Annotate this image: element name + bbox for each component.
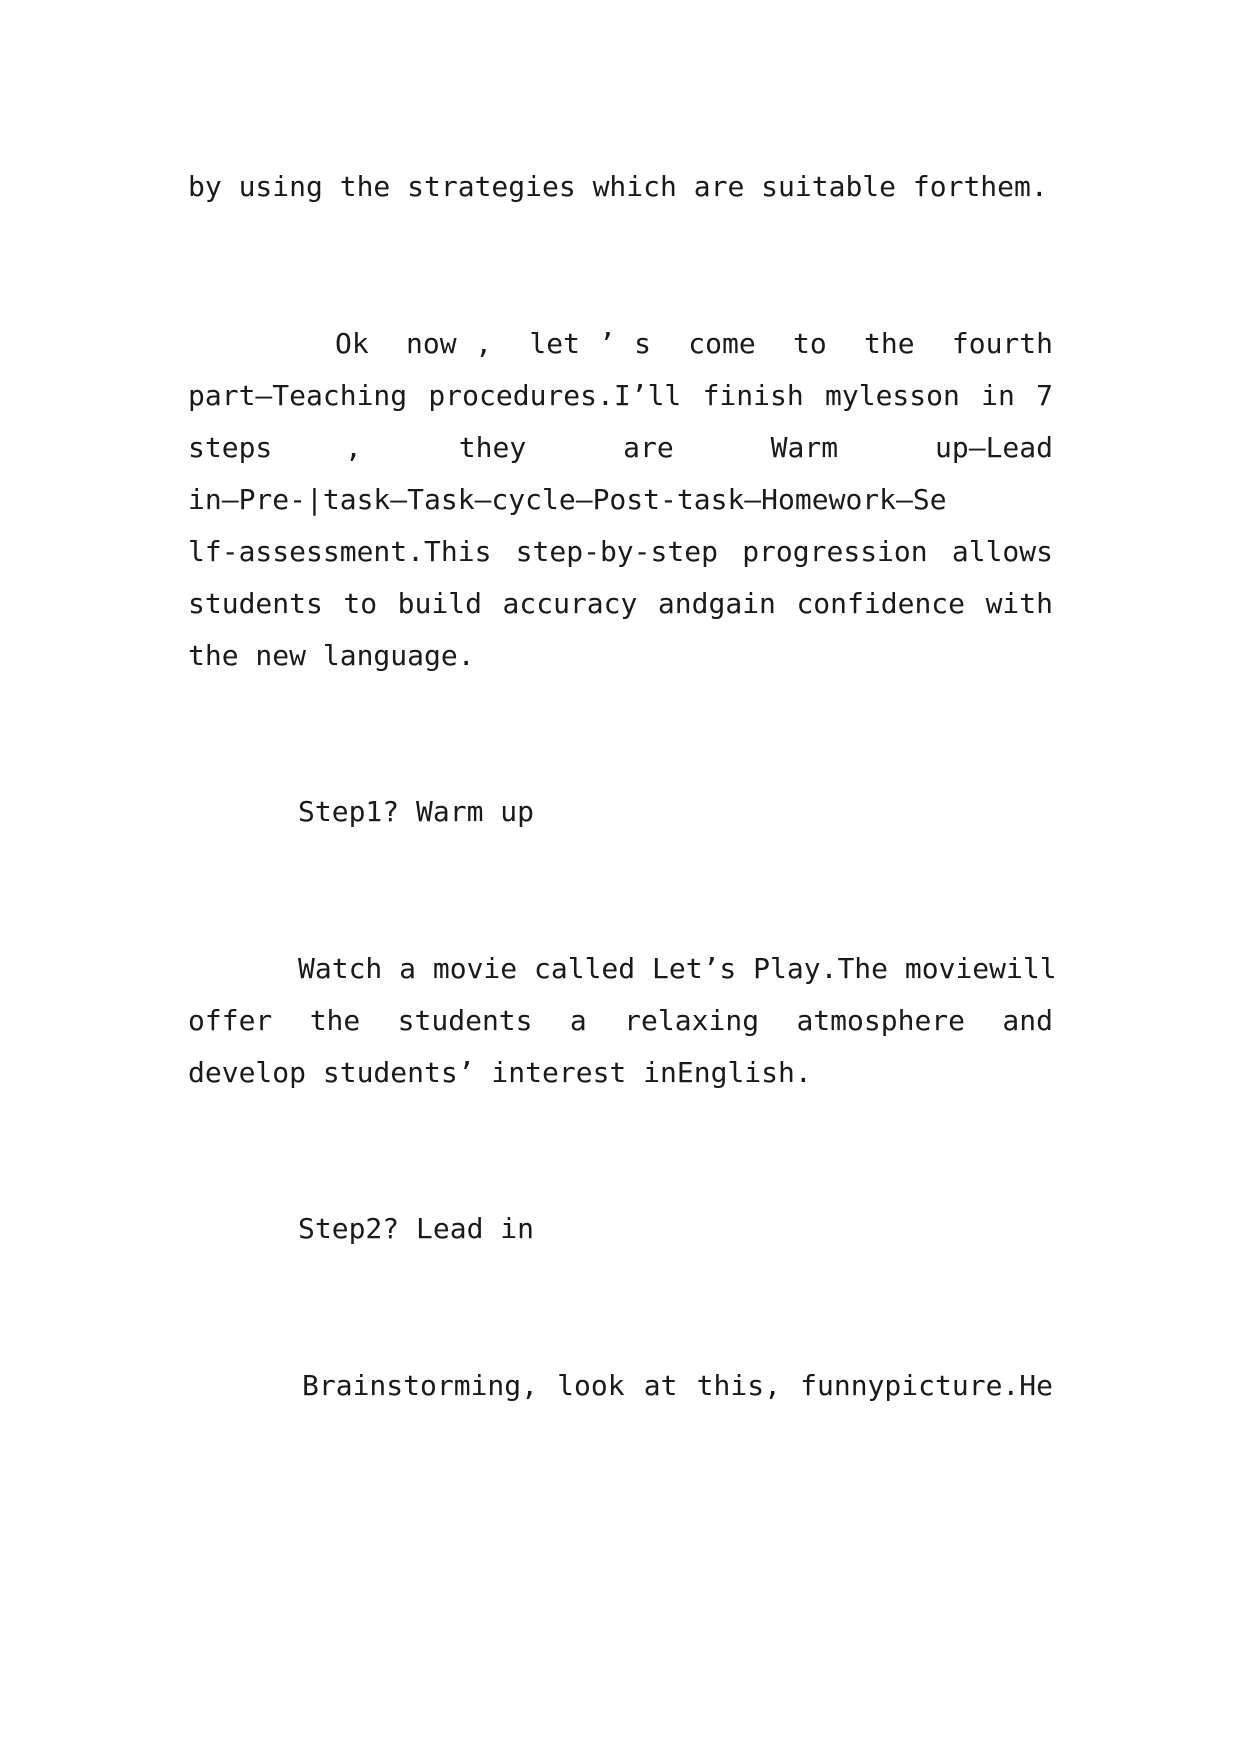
paragraph-line: Watch a movie called Let’s Play.The moviewill	[298, 952, 1057, 985]
paragraph-line: Ok now , let ’ s come to the fourth	[335, 327, 1053, 360]
paragraph-line: Brainstorming, look at this, funnypicture.He	[302, 1369, 1053, 1402]
paragraph-line: by using the strategies which are suitable forthem.	[188, 170, 1048, 203]
paragraph-line: develop students’ interest inEnglish.	[188, 1056, 812, 1089]
step-heading: Step1? Warm up	[298, 795, 535, 828]
paragraph-line: the new language.	[188, 639, 475, 672]
paragraph-line: students to build accuracy andgain confidence with	[188, 587, 1053, 620]
paragraph-line: steps , they are Warm up—Lead	[188, 431, 1053, 464]
paragraph-line: in—Pre-|task—Task—cycle—Post-task—Homework—Se	[188, 483, 947, 516]
paragraph-line: lf-assessment.This step-by-step progression allows	[188, 535, 1053, 568]
paragraph-line: offer the students a relaxing atmosphere and	[188, 1004, 1053, 1037]
paragraph-line: part—Teaching procedures.I’ll finish mylesson in 7	[188, 379, 1053, 412]
step-heading: Step2? Lead in	[298, 1212, 535, 1245]
